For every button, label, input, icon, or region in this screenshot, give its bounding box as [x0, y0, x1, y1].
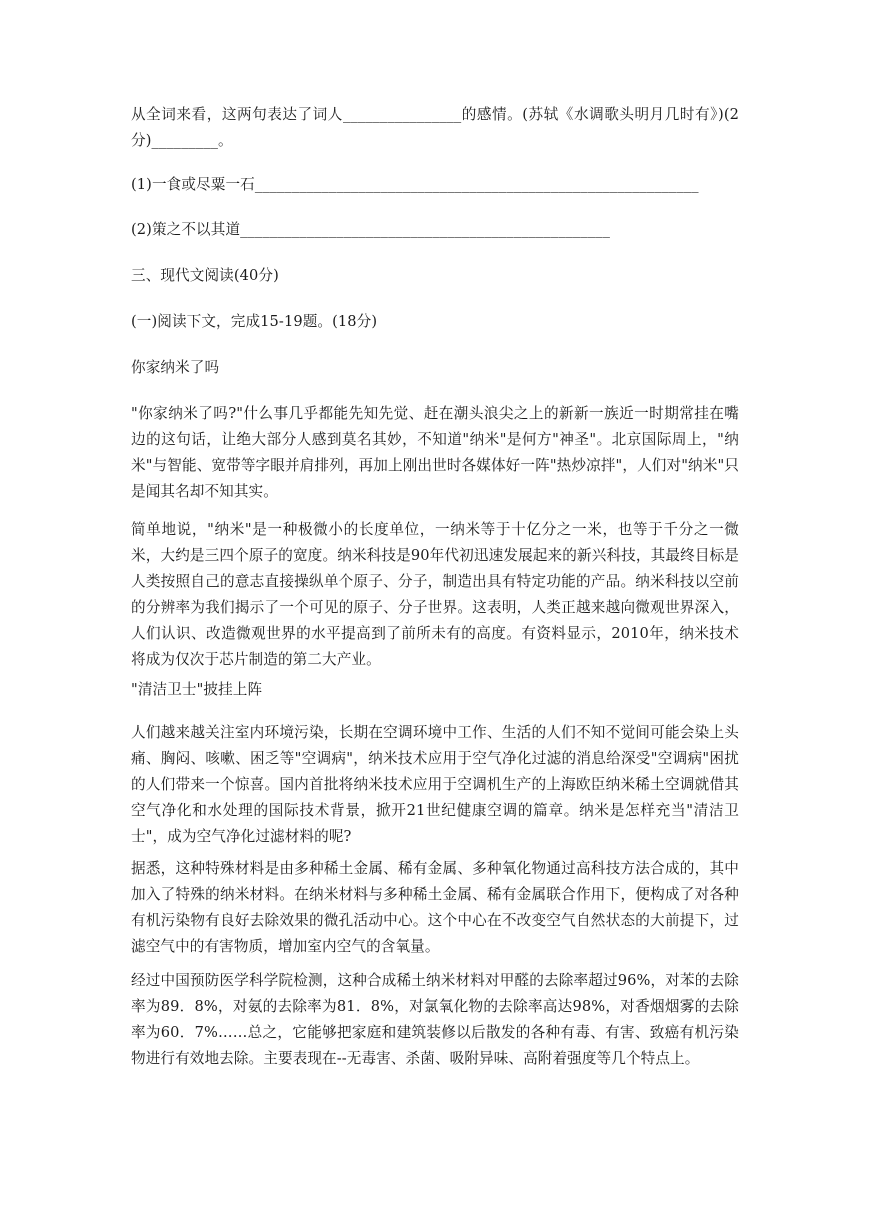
paragraph-5: 经过中国预防医学科学院检测，这种合成稀土纳米材料对甲醛的去除率超过96%，对苯的去除率为89．8%，对氨的去除率为81．8%，对氯氧化物的去除率高达98%，对香烟烟雾的去除率为60．7%……总之，它能够把家庭和建筑装修以后散发的各种有毒、有害、致癌有机污染物进行有效地去除。主要表现在--无毒害、杀菌、吸附异味、高附着强度等几个特点上。: [131, 972, 739, 1067]
question-line-1: (1)一食或尽粟一石____________________________________________________________: [131, 176, 699, 193]
question-line-2: (2)策之不以其道__________________________________________________: [131, 221, 610, 238]
paragraph-2: 简单地说，"纳米"是一种极微小的长度单位，一纳米等于十亿分之一米，也等于千分之一微米，大约是三四个原子的宽度。纳米科技是90年代初迅速发展起来的新兴科技，其最终目标是人类按照自己的意志直接操纵单个原子、分子，制造出具有特定功能的产品。纳米科技以空前的分辨率为我们揭示了一个可见的原子、分子世界。这表明，人类正越来越向微观世界深入，人们认识、改造微观世界的水平提高到了前所未有的高度。有资料显示，2010年，纳米技术将成为仅次于芯片制造的第二大产业。: [131, 521, 739, 668]
question-line-poem: 从全词来看，这两句表达了词人________________的感情。(苏轼《水调歌头明月几时有》)(2分)_________。: [131, 106, 739, 149]
paragraph-4: 据悉，这种特殊材料是由多种稀土金属、稀有金属、多种氧化物通过高科技方法合成的，其中加入了特殊的纳米材料。在纳米材料与多种稀土金属、稀有金属联合作用下，便构成了对各种有机污染物有良好去除效果的微孔活动中心。这个中心在不改变空气自然状态的大前提下，过滤空气中的有害物质，增加室内空气的含氧量。: [131, 860, 739, 955]
paragraph-1: "你家纳米了吗?"什么事几乎都能先知先觉、赶在潮头浪尖之上的新新一族近一时期常挂在嘴边的这句话，让绝大部分人感到莫名其妙，不知道"纳米"是何方"神圣"。北京国际周上，"纳米"与智能、宽带等字眼并肩排列，再加上刚出世时各媒体好一阵"热炒凉拌"，人们对"纳米"只是闻其名却不知其实。: [131, 405, 739, 500]
section-heading: 三、现代文阅读(40分): [131, 267, 279, 284]
article-title: 你家纳米了吗: [131, 359, 220, 376]
paragraph-3: 人们越来越关注室内环境污染，长期在空调环境中工作、生活的人们不知不觉间可能会染上头痛、胸闷、咳嗽、困乏等"空调病"，纳米技术应用于空气净化过滤的消息给深受"空调病"困扰的人们带来一个惊喜。国内首批将纳米技术应用于空调机生产的上海欧臣纳米稀土空调就借其空气净化和水处理的国际技术背景，掀开21世纪健康空调的篇章。纳米是怎样充当"清洁卫士"，成为空气净化过滤材料的呢?: [131, 724, 739, 845]
article-subheading: "清洁卫士"披挂上阵: [131, 681, 263, 698]
subsection-heading: (一)阅读下文，完成15-19题。(18分): [131, 313, 378, 330]
